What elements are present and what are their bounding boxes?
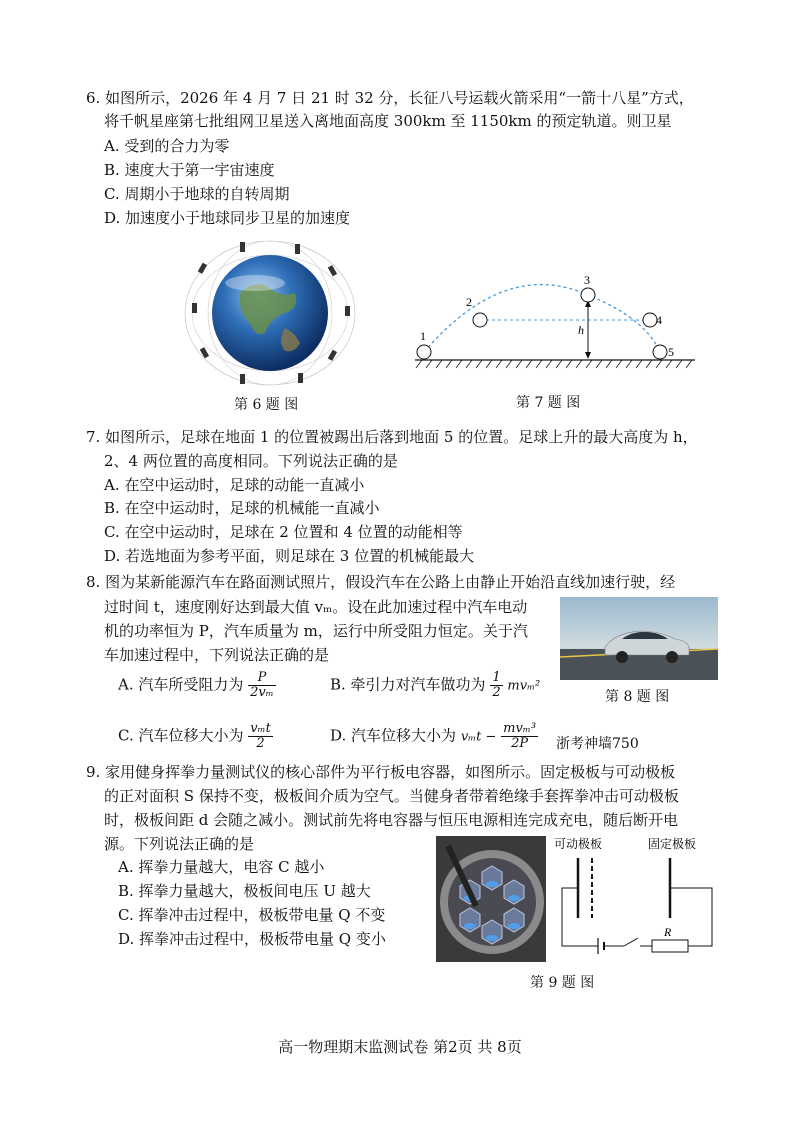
fixed-plate-label: 固定极板 [648, 837, 697, 851]
q8-figure-caption: 第 8 题 图 [605, 689, 670, 705]
position-label-3: 3 [584, 273, 590, 287]
q8-option-a-label: A. 汽车所受阻力为 [118, 675, 244, 694]
q8-option-a-fraction: $\frac{P}{\text{2vₘ}}$ [250, 670, 274, 700]
punch-tester-photo [436, 836, 546, 962]
q8-stem-line4: 车加速过程中，下列说法正确的是 [104, 646, 330, 664]
q7-stem-line1: 7. 如图所示，足球在地面 1 的位置被踢出后落到地面 5 的位置。足球上升的最大高度为 h， [86, 428, 698, 446]
q8-option-d-fraction: $\frac{\text{mvₘ³}}{2P}$ [503, 721, 537, 751]
q8-stem-line2: 过时间 t，速度刚好达到最大值 vₘ。设在此加速过程中汽车电动 [104, 598, 528, 616]
q9-stem-line1: 9. 家用健身挥拳力量测试仪的核心部件为平行板电容器，如图所示。固定极板与可动极板 [86, 763, 676, 781]
q7-option-b: B. 在空中运动时，足球的机械能一直减小 [104, 499, 380, 517]
q6-option-c: C. 周期小于地球的自转周期 [104, 185, 290, 203]
resistor-label: R [664, 925, 672, 939]
q9-option-b: B. 挥拳力量越大，极板间电压 U 越大 [118, 882, 371, 900]
q8-option-a [118, 671, 276, 700]
trajectory-path [424, 285, 660, 352]
height-label: h [578, 323, 584, 337]
movable-plate-label: 可动极板 [554, 837, 603, 851]
q7-option-d: D. 若选地面为参考平面，则足球在 3 位置的机械能最大 [104, 547, 475, 565]
resistor-icon [652, 940, 688, 952]
q9-figure-caption: 第 9 题 图 [530, 975, 595, 991]
q6-figure-caption: 第 6 题 图 [234, 397, 299, 413]
q9-stem-line3: 时，极板间距 d 会随之减小。测试前先将电容器与恒压电源相连完成充电，随后断开电 [104, 811, 679, 829]
q6-option-a: A. 受到的合力为零 [104, 137, 230, 155]
q6-option-b: B. 速度大于第一宇宙速度 [104, 161, 275, 179]
q9-stem-line4: 源。下列说法正确的是 [104, 835, 255, 853]
q6-stem-line1: 6. 如图所示，2026 年 4 月 7 日 21 时 32 分，长征八号运载火箭采用“一箭十八星”方式， [86, 89, 694, 107]
football-trajectory-figure [410, 268, 700, 378]
q9-option-c: C. 挥拳冲击过程中，极板带电量 Q 不变 [118, 906, 386, 924]
watermark-text: 浙考神墙750 [556, 736, 639, 752]
q8-option-b-label: B. 牵引力对汽车做功为 [330, 675, 486, 694]
position-label-4: 4 [656, 313, 662, 327]
q8-option-c-fraction: $\frac{\text{vₘt}}{2}$ [250, 721, 271, 751]
page-footer: 高一物理期末监测试卷 第2页 共 8页 [278, 1038, 522, 1056]
q8-option-c-label: C. 汽车位移大小为 [118, 726, 244, 745]
q9-stem-line2: 的正对面积 S 保持不变，极板间介质为空气。当健身者带着绝缘手套挥拳冲击可动极板 [104, 787, 679, 805]
q8-option-b-fraction: $\frac{1}{2}$ [492, 670, 501, 700]
q7-option-c: C. 在空中运动时，足球在 2 位置和 4 位置的动能相等 [104, 523, 463, 541]
earth-satellites-figure [180, 238, 360, 388]
q8-option-c [118, 722, 273, 751]
q8-option-b [330, 671, 540, 700]
q8-option-d-label: D. 汽车位移大小为 [330, 726, 457, 745]
car-photo [560, 597, 718, 680]
q8-option-d [330, 722, 538, 751]
q8-option-d-prefix: vₘt − [460, 729, 497, 745]
switch-icon [624, 938, 638, 946]
q6-stem-line2: 将千帆星座第七批组网卫星送入离地面高度 300km 至 1150km 的预定轨道。则卫星 [104, 112, 672, 130]
q8-option-b-tail: mvₘ² [507, 678, 541, 694]
q7-stem-line2: 2、4 两位置的高度相同。下列说法正确的是 [104, 452, 398, 470]
q7-option-a: A. 在空中运动时，足球的动能一直减小 [104, 476, 365, 494]
q8-stem-line3: 机的功率恒为 P，汽车质量为 m，运行中所受阻力恒定。关于汽 [104, 622, 528, 640]
q9-option-d: D. 挥拳冲击过程中，极板带电量 Q 变小 [118, 930, 386, 948]
position-label-5: 5 [668, 345, 674, 359]
q6-option-d: D. 加速度小于地球同步卫星的加速度 [104, 209, 351, 227]
football-icons [417, 288, 667, 359]
q8-stem-line1: 8. 图为某新能源汽车在路面测试照片，假设汽车在公路上由静止开始沿直线加速行驶，经 [86, 573, 676, 591]
q9-option-a: A. 挥拳力量越大，电容 C 越小 [118, 858, 325, 876]
position-label-2: 2 [466, 295, 472, 309]
q7-figure-caption: 第 7 题 图 [516, 395, 581, 411]
capacitor-circuit-diagram [552, 836, 722, 962]
position-label-1: 1 [420, 329, 426, 343]
